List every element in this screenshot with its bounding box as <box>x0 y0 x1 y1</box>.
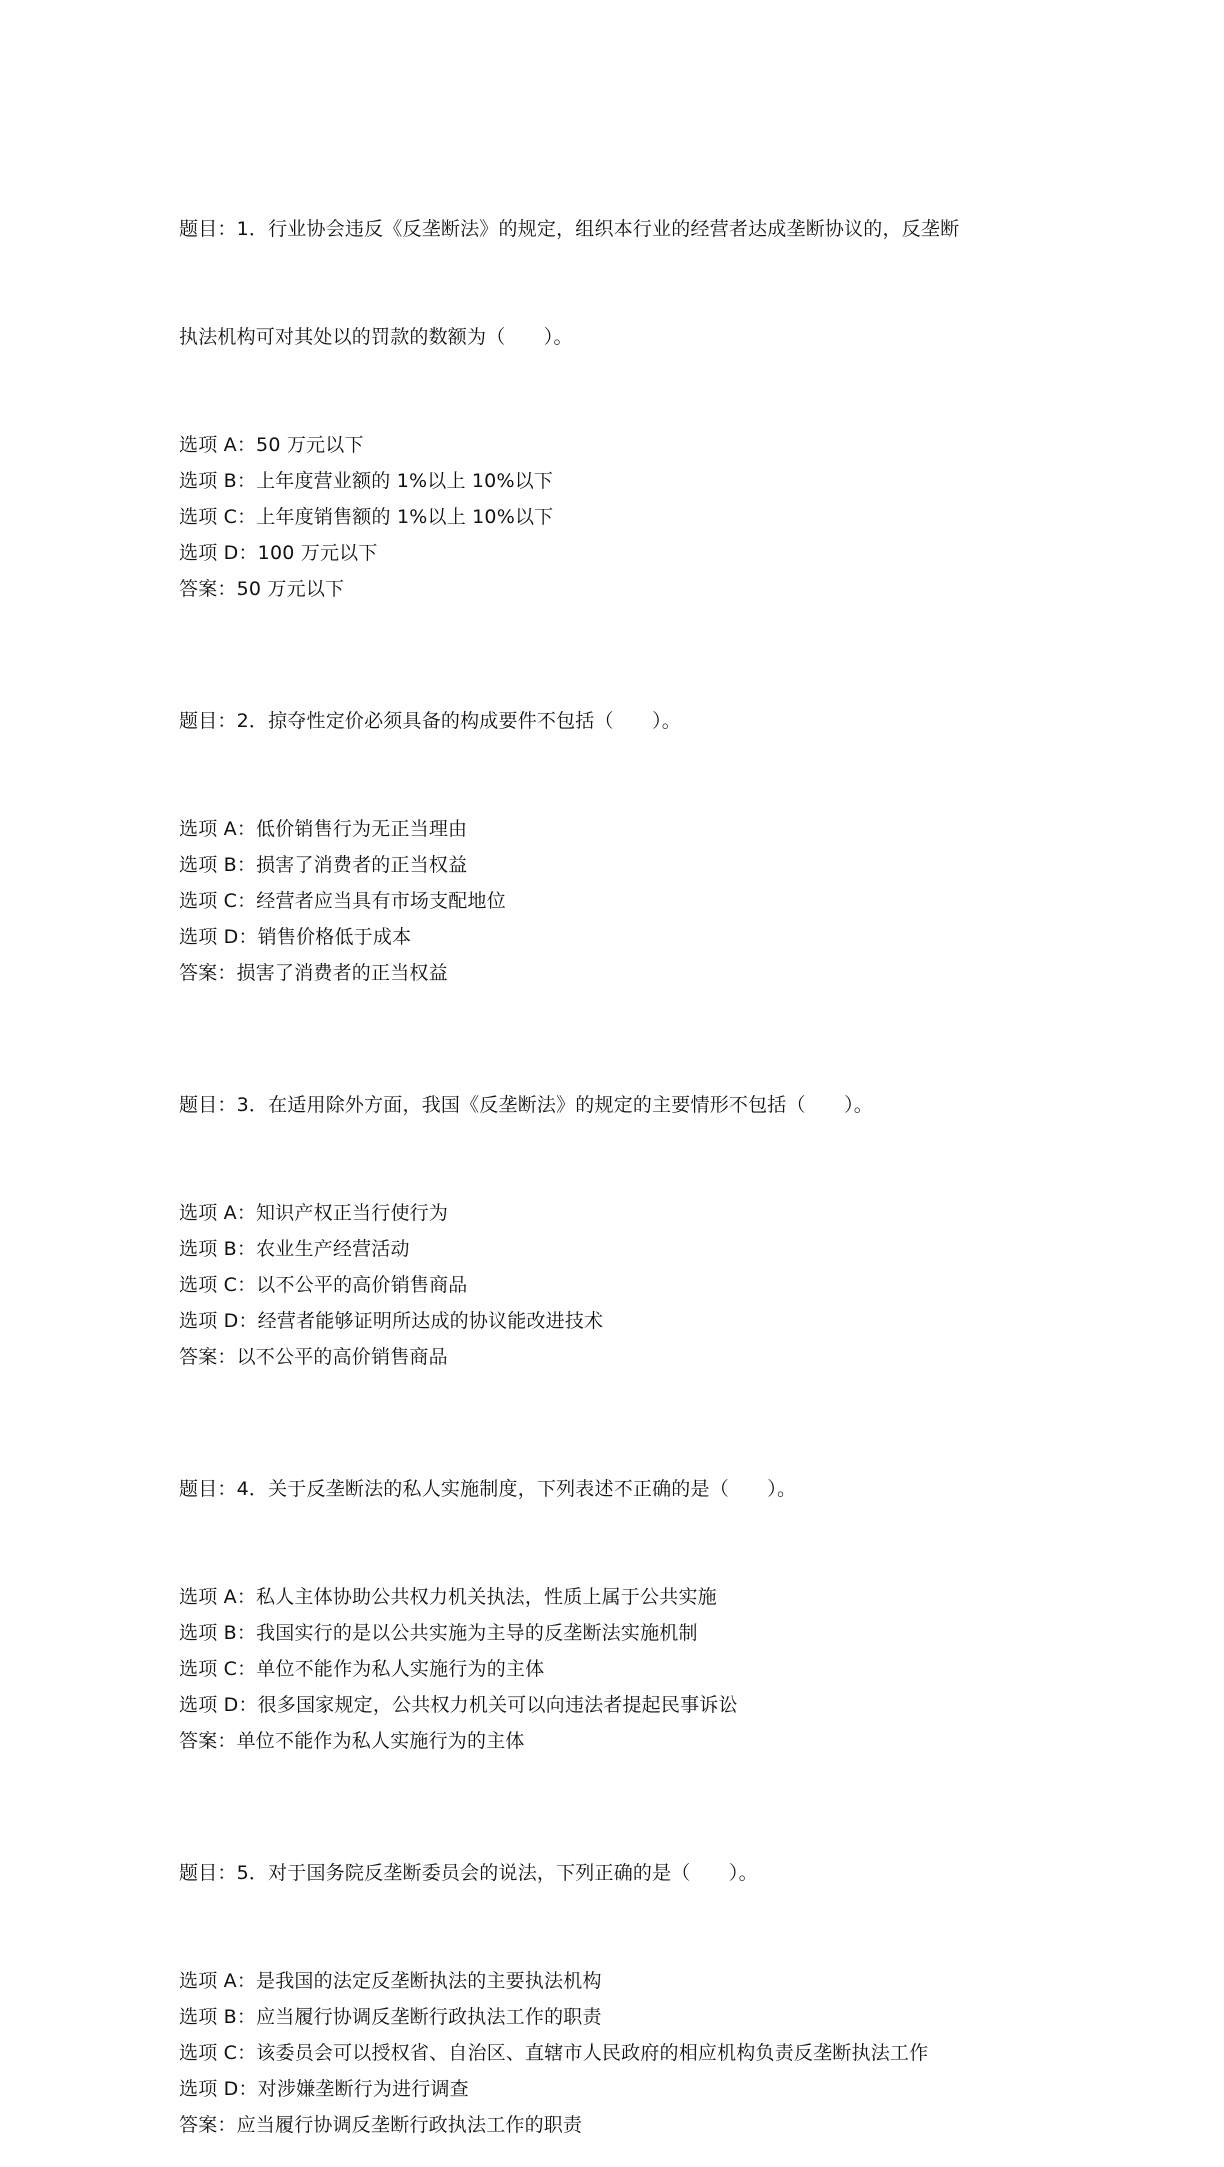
option-b: 选项 B：我国实行的是以公共实施为主导的反垄断法实施机制 <box>179 1622 698 1644</box>
option-d: 选项 D：经营者能够证明所达成的协议能改进技术 <box>179 1310 604 1332</box>
option-c: 选项 C：上年度销售额的 1%以上 10%以下 <box>179 506 554 528</box>
option-a: 选项 A：50 万元以下 <box>179 434 364 456</box>
question-4 <box>179 1399 1059 1759</box>
question-5 <box>179 1783 1059 2143</box>
document-body <box>179 139 1059 2167</box>
question-stem-line: 题目：5．对于国务院反垄断委员会的说法，下列正确的是（ ）。 <box>179 1862 758 1884</box>
option-d: 选项 D：很多国家规定，公共权力机关可以向违法者提起民事诉讼 <box>179 1694 738 1716</box>
option-b: 选项 B：农业生产经营活动 <box>179 1238 410 1260</box>
answer: 答案：50 万元以下 <box>179 578 345 600</box>
question-stem-line: 题目：1．行业协会违反《反垄断法》的规定，组织本行业的经营者达成垄断协议的，反垄断 <box>179 218 960 240</box>
option-b: 选项 B：上年度营业额的 1%以上 10%以下 <box>179 470 554 492</box>
question-stem <box>179 1783 1059 1963</box>
answer: 答案：以不公平的高价销售商品 <box>179 1346 448 1368</box>
question-stem <box>179 1015 1059 1195</box>
question-3 <box>179 1015 1059 1375</box>
option-c: 选项 C：经营者应当具有市场支配地位 <box>179 890 506 912</box>
question-1 <box>179 139 1059 607</box>
answer: 答案：损害了消费者的正当权益 <box>179 962 448 984</box>
option-c: 选项 C：该委员会可以授权省、自治区、直辖市人民政府的相应机构负责反垄断执法工作 <box>179 2042 929 2064</box>
answer: 答案：应当履行协调反垄断行政执法工作的职责 <box>179 2114 583 2136</box>
option-b: 选项 B：应当履行协调反垄断行政执法工作的职责 <box>179 2006 602 2028</box>
question-stem <box>179 631 1059 811</box>
option-c: 选项 C：以不公平的高价销售商品 <box>179 1274 468 1296</box>
option-d: 选项 D：100 万元以下 <box>179 542 378 564</box>
question-stem <box>179 139 1059 427</box>
question-2 <box>179 631 1059 991</box>
option-a: 选项 A：是我国的法定反垄断执法的主要执法机构 <box>179 1970 602 1992</box>
question-stem-line: 题目：3．在适用除外方面，我国《反垄断法》的规定的主要情形不包括（ ）。 <box>179 1094 873 1116</box>
option-b: 选项 B：损害了消费者的正当权益 <box>179 854 468 876</box>
option-d: 选项 D：对涉嫌垄断行为进行调查 <box>179 2078 469 2100</box>
answer: 答案：单位不能作为私人实施行为的主体 <box>179 1730 525 1752</box>
question-stem-line: 执法机构可对其处以的罚款的数额为（ ）。 <box>179 326 573 348</box>
option-a: 选项 A：私人主体协助公共权力机关执法，性质上属于公共实施 <box>179 1586 717 1608</box>
question-stem-line: 题目：4．关于反垄断法的私人实施制度，下列表述不正确的是（ ）。 <box>179 1478 797 1500</box>
question-stem <box>179 1399 1059 1579</box>
option-a: 选项 A：低价销售行为无正当理由 <box>179 818 468 840</box>
option-c: 选项 C：单位不能作为私人实施行为的主体 <box>179 1658 545 1680</box>
option-a: 选项 A：知识产权正当行使行为 <box>179 1202 449 1224</box>
option-d: 选项 D：销售价格低于成本 <box>179 926 412 948</box>
question-stem-line: 题目：2．掠夺性定价必须具备的构成要件不包括（ ）。 <box>179 710 681 732</box>
